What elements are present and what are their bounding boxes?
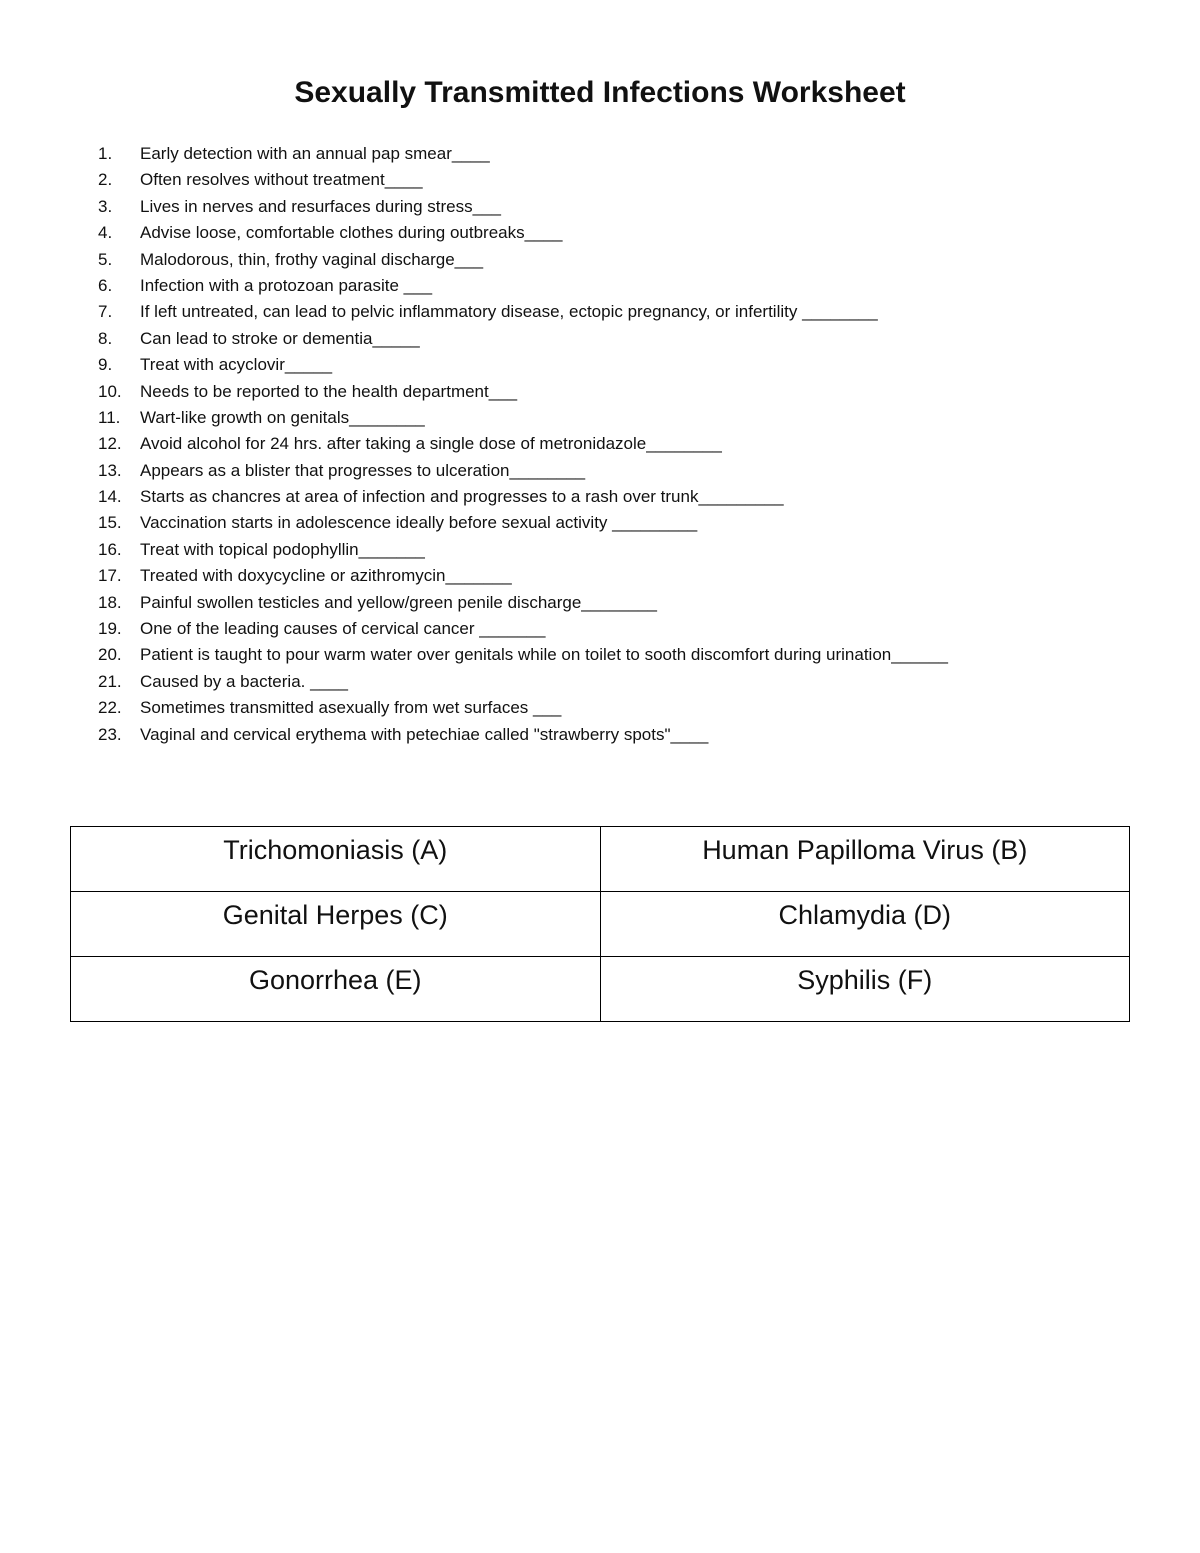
question-item: [98, 273, 1168, 299]
question-text: Malodorous, thin, frothy vaginal discharge___: [140, 249, 484, 269]
question-item: [98, 352, 1168, 378]
question-number: 9.: [98, 355, 113, 375]
question-list: [98, 141, 1168, 748]
question-item: [98, 247, 1168, 273]
question-item: [98, 695, 1168, 721]
question-number: 5.: [98, 249, 113, 269]
question-item: [98, 326, 1168, 352]
worksheet-title: Sexually Transmitted Infections Worksheet: [294, 76, 906, 109]
question-item: [98, 405, 1168, 431]
question-number: 15.: [98, 513, 122, 533]
question-text: Often resolves without treatment____: [140, 170, 423, 190]
question-item: [98, 510, 1168, 536]
answer-cell: Trichomoniasis (A): [71, 827, 601, 892]
question-item: [98, 537, 1168, 563]
question-number: 16.: [98, 539, 122, 559]
question-number: 12.: [98, 434, 122, 454]
question-item: [98, 616, 1168, 642]
question-number: 21.: [98, 671, 122, 691]
question-number: 14.: [98, 487, 122, 507]
question-item: [98, 669, 1168, 695]
question-item: [98, 194, 1168, 220]
answer-cell: Chlamydia (D): [600, 892, 1130, 957]
question-number: 8.: [98, 328, 113, 348]
question-item: [98, 431, 1168, 457]
question-number: 13.: [98, 460, 122, 480]
question-item: [98, 220, 1168, 246]
question-item: [98, 379, 1168, 405]
question-number: 3.: [98, 196, 113, 216]
question-text: If left untreated, can lead to pelvic inflammatory disease, ectopic pregnancy, or infertility ________: [140, 302, 878, 322]
question-text: Starts as chancres at area of infection and progresses to a rash over trunk_________: [140, 487, 784, 507]
question-text: Vaginal and cervical erythema with petechiae called "strawberry spots"____: [140, 724, 709, 744]
answer-cell: Human Papilloma Virus (B): [600, 827, 1130, 892]
question-item: [98, 141, 1168, 167]
question-text: One of the leading causes of cervical cancer _______: [140, 619, 546, 639]
answer-cell: Syphilis (F): [600, 957, 1130, 1022]
question-number: 22.: [98, 698, 122, 718]
question-text: Sometimes transmitted asexually from wet surfaces ___: [140, 698, 562, 718]
question-text: Can lead to stroke or dementia_____: [140, 328, 420, 348]
question-number: 1.: [98, 144, 113, 163]
question-item: [98, 642, 1168, 668]
question-number: 10.: [98, 381, 122, 401]
answer-cell: Genital Herpes (C): [71, 892, 601, 957]
question-item: [98, 167, 1168, 193]
question-item: [98, 299, 1168, 325]
answer-row: [71, 892, 1130, 957]
question-number: 18.: [98, 592, 122, 612]
question-text: Wart-like growth on genitals________: [140, 407, 425, 427]
question-item: [98, 484, 1168, 510]
question-number: 2.: [98, 170, 113, 190]
question-text: Avoid alcohol for 24 hrs. after taking a single dose of metronidazole________: [140, 434, 722, 454]
question-number: 23.: [98, 724, 122, 744]
question-text: Treat with acyclovir_____: [140, 355, 333, 375]
question-text: Caused by a bacteria. ____: [140, 671, 348, 691]
question-item: [98, 722, 1168, 748]
question-text: Painful swollen testicles and yellow/green penile discharge________: [140, 592, 657, 612]
answer-row: [71, 827, 1130, 892]
question-text: Patient is taught to pour warm water over genitals while on toilet to sooth discomfort during urination______: [140, 645, 948, 665]
question-item: [98, 458, 1168, 484]
question-number: 17.: [98, 566, 122, 586]
question-item: [98, 590, 1168, 616]
question-text: Treated with doxycycline or azithromycin_______: [140, 566, 512, 586]
question-text: Lives in nerves and resurfaces during stress___: [140, 196, 501, 216]
question-text: Advise loose, comfortable clothes during outbreaks____: [140, 223, 563, 243]
question-text: Appears as a blister that progresses to ulceration________: [140, 460, 586, 480]
question-number: 4.: [98, 223, 113, 243]
answer-row: [71, 957, 1130, 1022]
answer-key-table: [70, 826, 1130, 1022]
question-number: 6.: [98, 275, 113, 295]
question-item: [98, 563, 1168, 589]
question-text: Vaccination starts in adolescence ideally before sexual activity _________: [140, 513, 698, 533]
question-number: 20.: [98, 645, 122, 665]
answer-cell: Gonorrhea (E): [71, 957, 601, 1022]
question-text: Needs to be reported to the health department___: [140, 381, 518, 401]
question-text: Infection with a protozoan parasite ___: [140, 275, 433, 295]
question-number: 19.: [98, 619, 122, 639]
question-text: Treat with topical podophyllin_______: [140, 539, 425, 559]
question-number: 11.: [98, 407, 121, 427]
question-text: Early detection with an annual pap smear____: [140, 144, 490, 163]
question-number: 7.: [98, 302, 113, 322]
